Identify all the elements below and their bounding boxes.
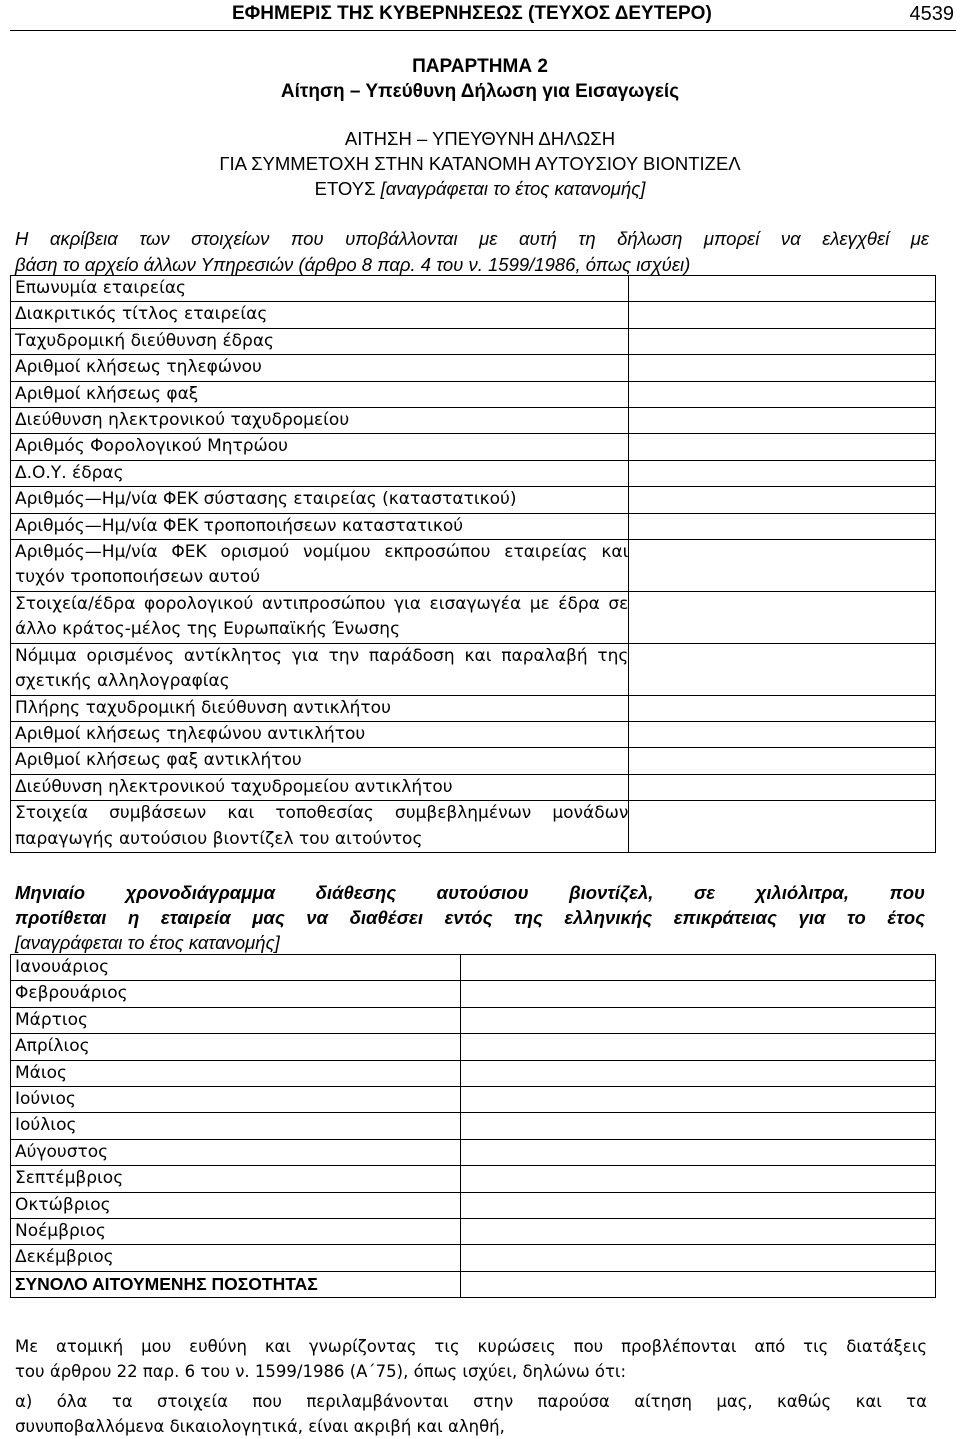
field-value-fax[interactable] xyxy=(629,381,936,407)
field-label-tax-office: Δ.Ο.Υ. έδρας xyxy=(11,460,629,486)
intro-line2: βάση το αρχείο άλλων Υπηρεσιών (άρθρο 8 παρ. 4 του ν. 1599/1986, όπως ισχύει) xyxy=(15,254,691,275)
company-details-table xyxy=(10,275,936,853)
table-row xyxy=(11,381,936,407)
field-value-attorney-address[interactable] xyxy=(629,695,936,721)
table-row xyxy=(11,591,936,643)
field-value-trade-name[interactable] xyxy=(629,302,936,328)
schedule-heading-line1: Μηνιαίο χρονοδιάγραμμα διάθεσης αυτούσιου βιοντίζελ, σε χιλιόλιτρα, που xyxy=(15,882,925,903)
field-label-production-contracts xyxy=(11,801,629,853)
declaration-item-a-line1: α) όλα τα στοιχεία που περιλαμβάνονται στην παρούσα αίτηση μας, καθώς και τα xyxy=(15,1392,927,1411)
field-value-attorney-phone[interactable] xyxy=(629,721,936,747)
field-value-tax-id[interactable] xyxy=(629,434,936,460)
month-label: Δεκέμβριος xyxy=(11,1245,461,1271)
table-row xyxy=(11,1060,936,1086)
table-row xyxy=(11,434,936,460)
month-value[interactable] xyxy=(460,1087,935,1113)
form-title-line3 xyxy=(0,178,960,200)
month-label: Απρίλιος xyxy=(11,1034,461,1060)
declaration-item-a-line2: συνυποβαλλόμενα δικαιολογητικά, είναι ακριβή και αληθή, xyxy=(15,1417,505,1436)
field-value-attorney[interactable] xyxy=(629,643,936,695)
field-value-production-contracts[interactable] xyxy=(629,801,936,853)
field-label-text: Νόμιμα ορισμένος αντίκλητος για την παράδοση και παραλαβή της σχετικής αλληλογραφίας xyxy=(15,645,629,692)
table-row xyxy=(11,1034,936,1060)
table-row xyxy=(11,1219,936,1245)
field-value-tax-representative[interactable] xyxy=(629,591,936,643)
table-row xyxy=(11,1087,936,1113)
table-row xyxy=(11,1192,936,1218)
table-row xyxy=(11,1271,936,1297)
month-value[interactable] xyxy=(460,1245,935,1271)
table-row xyxy=(11,408,936,434)
table-row xyxy=(11,955,936,981)
month-value[interactable] xyxy=(460,1113,935,1139)
table-row xyxy=(11,695,936,721)
month-label: Οκτώβριος xyxy=(11,1192,461,1218)
month-label: Φεβρουάριος xyxy=(11,981,461,1007)
field-label-fax: Αριθμοί κλήσεως φαξ xyxy=(11,381,629,407)
month-value[interactable] xyxy=(460,1060,935,1086)
month-label: Ιανουάριος xyxy=(11,955,461,981)
form-title-line1: ΑΙΤΗΣΗ – ΥΠΕΥΘΥΝΗ ΔΗΛΩΣΗ xyxy=(344,128,616,149)
field-value-email[interactable] xyxy=(629,408,936,434)
month-label: Μάρτιος xyxy=(11,1007,461,1033)
table-row xyxy=(11,513,936,539)
table-row xyxy=(11,540,936,592)
field-value-phone[interactable] xyxy=(629,355,936,381)
month-value[interactable] xyxy=(460,1166,935,1192)
field-label-email: Διεύθυνση ηλεκτρονικού ταχυδρομείου xyxy=(11,408,629,434)
field-value-postal-address[interactable] xyxy=(629,328,936,354)
table-row xyxy=(11,1166,936,1192)
field-label-attorney xyxy=(11,643,629,695)
form-title-line2: ΓΙΑ ΣΥΜΜΕΤΟΧΗ ΣΤΗΝ ΚΑΤΑΝΟΜΗ ΑΥΤΟΥΣΙΟΥ ΒΙΟΝΤΙΖΕΛ xyxy=(219,153,741,174)
table-row xyxy=(11,302,936,328)
field-label-text: Στοιχεία/έδρα φορολογικού αντιπροσώπου για εισαγωγέα με έδρα σε άλλο κράτος-μέλος της Ευρωπαϊκής Ένωσης xyxy=(15,593,629,640)
field-label-attorney-email: Διεύθυνση ηλεκτρονικού ταχυδρομείου αντικλήτου xyxy=(11,774,629,800)
field-value-attorney-email[interactable] xyxy=(629,774,936,800)
field-label-text: Αριθμός—Ημ/νία ΦΕΚ ορισμού νομίμου εκπροσώπου εταιρείας και τυχόν τροποποιήσεων αυτού xyxy=(15,542,629,588)
schedule-heading-line2: προτίθεται η εταιρεία μας να διαθέσει εντός της ελληνικής επικράτειας για το έτος xyxy=(15,907,925,928)
month-value[interactable] xyxy=(460,1007,935,1033)
field-value-attorney-fax[interactable] xyxy=(629,748,936,774)
intro-line1: Η ακρίβεια των στοιχείων που υποβάλλονται με αυτή τη δήλωση μπορεί να ελεγχθεί με xyxy=(15,228,929,249)
field-label-legal-representative xyxy=(11,540,629,592)
field-label-trade-name: Διακριτικός τίτλος εταιρείας xyxy=(11,302,629,328)
form-title-year-label: ΕΤΟΥΣ xyxy=(314,178,381,199)
total-value[interactable] xyxy=(460,1271,935,1297)
month-value[interactable] xyxy=(460,981,935,1007)
field-value-amendments-gazette[interactable] xyxy=(629,513,936,539)
month-value[interactable] xyxy=(460,1192,935,1218)
month-value[interactable] xyxy=(460,1219,935,1245)
table-row xyxy=(11,276,936,302)
table-row xyxy=(11,801,936,853)
table-row xyxy=(11,748,936,774)
month-label: Σεπτέμβριος xyxy=(11,1166,461,1192)
total-label: ΣΥΝΟΛΟ ΑΙΤΟΥΜΕΝΗΣ ΠΟΣΟΤΗΤΑΣ xyxy=(11,1271,461,1297)
table-row xyxy=(11,328,936,354)
field-label-attorney-fax: Αριθμοί κλήσεως φαξ αντικλήτου xyxy=(11,748,629,774)
field-label-attorney-address: Πλήρης ταχυδρομική διεύθυνση αντικλήτου xyxy=(11,695,629,721)
declaration-line2: του άρθρου 22 παρ. 6 του ν. 1599/1986 (Α΄75), όπως ισχύει, δηλώνω ότι: xyxy=(15,1362,627,1381)
month-value[interactable] xyxy=(460,1034,935,1060)
month-value[interactable] xyxy=(460,1139,935,1165)
annex-subtitle: Αίτηση – Υπεύθυνη Δήλωση για Εισαγωγείς xyxy=(280,81,680,102)
field-label-phone: Αριθμοί κλήσεως τηλεφώνου xyxy=(11,355,629,381)
monthly-schedule-table xyxy=(10,954,936,1298)
table-row xyxy=(11,487,936,513)
month-label: Ιούλιος xyxy=(11,1113,461,1139)
field-value-tax-office[interactable] xyxy=(629,460,936,486)
field-label-text: Στοιχεία συμβάσεων και τοποθεσίας συμβεβλημένων μονάδων παραγωγής αυτούσιου βιοντίζελ του αιτούντος xyxy=(15,803,629,849)
table-row xyxy=(11,1245,936,1271)
month-label: Ιούνιος xyxy=(11,1087,461,1113)
schedule-heading-note: [αναγράφεται το έτος κατανομής] xyxy=(15,932,280,953)
annex-label: ΠΑΡΑΡΤΗΜΑ 2 xyxy=(412,56,548,77)
table-row xyxy=(11,774,936,800)
table-row xyxy=(11,355,936,381)
table-row xyxy=(11,1139,936,1165)
table-row xyxy=(11,981,936,1007)
form-title-year-note: [αναγράφεται το έτος κατανομής] xyxy=(380,178,646,199)
field-value-legal-representative[interactable] xyxy=(629,540,936,592)
month-label: Νοέμβριος xyxy=(11,1219,461,1245)
month-label: Αύγουστος xyxy=(11,1139,461,1165)
table-row xyxy=(11,721,936,747)
month-value[interactable] xyxy=(460,955,935,981)
field-label-postal-address: Ταχυδρομική διεύθυνση έδρας xyxy=(11,328,629,354)
field-label-amendments-gazette: Αριθμός—Ημ/νία ΦΕΚ τροποποιήσεων καταστατικού xyxy=(11,513,629,539)
table-row xyxy=(11,643,936,695)
table-row xyxy=(11,1113,936,1139)
field-value-company-name[interactable] xyxy=(629,276,936,302)
field-label-tax-id: Αριθμός Φορολογικού Μητρώου xyxy=(11,434,629,460)
table-row xyxy=(11,460,936,486)
field-label-company-name: Επωνυμία εταιρείας xyxy=(11,276,629,302)
field-label-attorney-phone: Αριθμοί κλήσεως τηλεφώνου αντικλήτου xyxy=(11,721,629,747)
table-row xyxy=(11,1007,936,1033)
gazette-title: ΕΦΗΜΕΡΙΣ ΤΗΣ ΚΥΒΕΡΝΗΣΕΩΣ (ΤΕΥΧΟΣ ΔΕΥΤΕΡΟ) xyxy=(232,3,712,24)
field-label-tax-representative xyxy=(11,591,629,643)
page-number: 4539 xyxy=(909,3,954,25)
field-label-founding-gazette: Αριθμός—Ημ/νία ΦΕΚ σύστασης εταιρείας (καταστατικού) xyxy=(11,487,629,513)
field-value-founding-gazette[interactable] xyxy=(629,487,936,513)
month-label: Μάιος xyxy=(11,1060,461,1086)
declaration-line1: Με ατομική μου ευθύνη και γνωρίζοντας τις κυρώσεις που προβλέπονται από τις διατάξεις xyxy=(15,1337,927,1356)
gazette-header xyxy=(10,0,956,31)
